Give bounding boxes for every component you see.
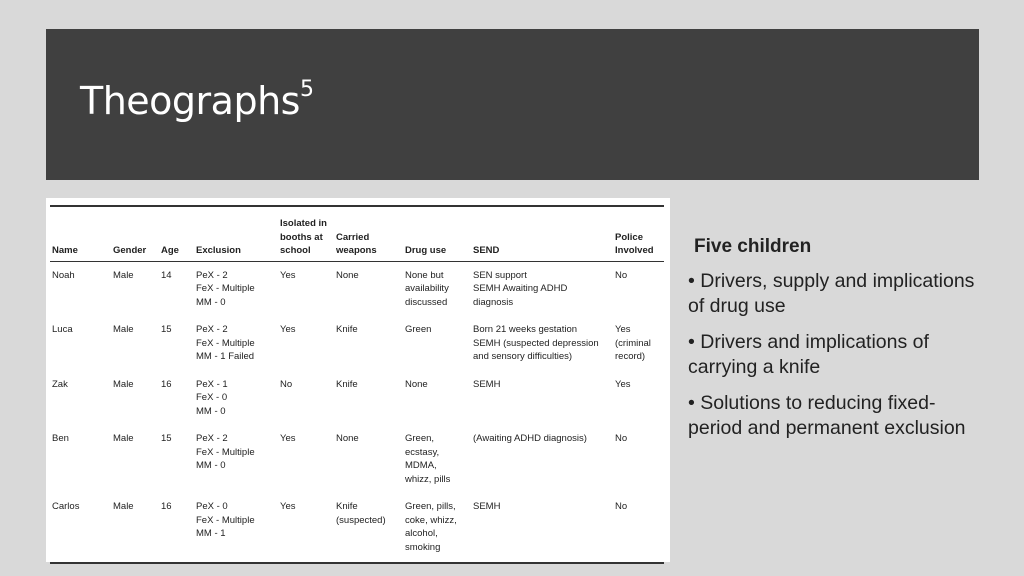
cell-line: record) [615, 351, 646, 362]
cell-line: (criminal [615, 337, 651, 349]
cell-isolated: Yes [280, 269, 296, 281]
cell-line: FeX - Multiple [196, 514, 255, 526]
cell-line: FeX - Multiple [196, 283, 255, 294]
slide-title [80, 79, 313, 123]
cell-send [471, 371, 613, 426]
cell-gender: Male [113, 378, 134, 390]
cell-send [471, 316, 613, 371]
cell-drugs [403, 316, 471, 371]
cell-line: and sensory difficulties) [473, 351, 573, 362]
column-header: Carried weapons [334, 206, 403, 261]
table-row [50, 425, 664, 493]
column-header: Isolated in booths at school [278, 206, 334, 261]
cell-line: MM - 1 [196, 528, 226, 539]
column-header: Name [50, 206, 111, 261]
cell-line: Green, [405, 433, 435, 444]
cell-weapons [334, 425, 403, 493]
cell-line: Green [405, 324, 432, 335]
column-header: Drug use [403, 206, 471, 261]
cell-line: diagnosis [473, 296, 514, 308]
table-row [50, 371, 664, 426]
cell-line: whizz, pills [405, 473, 451, 485]
cell-line: MM - 1 Failed [196, 351, 255, 362]
notes-bullet: • Solutions to reducing fixed-period and permanent exclusion [688, 392, 966, 439]
theograph-table-panel [46, 198, 670, 562]
cell-line: No [615, 501, 628, 512]
cell-line: SEMH Awaiting ADHD [473, 283, 568, 294]
cell-line: None [336, 433, 359, 444]
notes-heading: Five children [694, 236, 812, 257]
cell-exclusion [194, 425, 278, 493]
cell-line: MM - 0 [196, 405, 226, 417]
cell-age: 16 [159, 493, 194, 563]
cell-line: (Awaiting ADHD diagnosis) [473, 433, 587, 444]
cell-weapons [334, 493, 403, 563]
table-header-row [50, 206, 664, 261]
cell-isolated: Yes [278, 493, 334, 563]
cell-gender: Male [113, 433, 134, 444]
slide-title-text: Theographs [80, 79, 300, 123]
cell-line: PeX - 1 [196, 378, 228, 390]
cell-age: 15 [161, 324, 172, 335]
cell-exclusion [194, 316, 278, 371]
cell-line: MDMA, [405, 460, 437, 471]
cell-line: No [615, 433, 628, 444]
cell-gender: Male [113, 269, 134, 281]
cell-send [471, 425, 613, 493]
cell-police [613, 316, 664, 371]
column-header: Police Involved [613, 206, 664, 261]
cell-police [613, 493, 664, 563]
cell-line: Green, pills, [405, 501, 456, 512]
cell-drugs [403, 371, 471, 426]
cell-line: PeX - 2 [196, 324, 228, 335]
cell-line: Born 21 weeks gestation [473, 324, 578, 335]
title-footnote-ref: 5 [299, 77, 314, 103]
notes-panel [688, 234, 978, 452]
cell-isolated: No [280, 378, 293, 390]
cell-line: ecstasy, [405, 446, 440, 458]
table-body [50, 261, 664, 563]
cell-line: availability [405, 283, 449, 294]
cell-drugs [403, 261, 471, 316]
cell-line: Yes [615, 378, 631, 390]
cell-line: PeX - 0 [196, 501, 228, 512]
cell-isolated: Yes [280, 324, 296, 335]
cell-send [471, 261, 613, 316]
cell-line: smoking [405, 541, 441, 553]
cell-line: None [336, 269, 359, 281]
cell-name: Zak [52, 378, 68, 390]
cell-line: FeX - Multiple [196, 337, 255, 349]
cell-line: Knife [336, 378, 358, 390]
cell-line: SEMH (suspected depression [473, 337, 599, 349]
cell-drugs [403, 425, 471, 493]
cell-gender: Male [111, 493, 159, 563]
column-header: Gender [111, 206, 159, 261]
cell-weapons [334, 316, 403, 371]
cell-drugs [403, 493, 471, 563]
table-row [50, 316, 664, 371]
title-bar [46, 29, 979, 180]
cell-age: 14 [161, 269, 172, 281]
cell-line: (suspected) [336, 514, 386, 526]
cell-age: 16 [161, 378, 172, 390]
column-header: SEND [471, 206, 613, 261]
cell-line: Knife [336, 324, 358, 335]
cell-line: MM - 0 [196, 460, 226, 471]
cell-line: SEMH [473, 501, 501, 512]
cell-name: Carlos [50, 493, 111, 563]
table-row [50, 261, 664, 316]
notes-bullet: • Drivers, supply and implications of drug use [688, 270, 975, 317]
column-header: Age [159, 206, 194, 261]
cell-weapons [334, 371, 403, 426]
cell-send [471, 493, 613, 563]
cell-gender: Male [113, 324, 134, 335]
cell-line: PeX - 2 [196, 269, 228, 281]
cell-police [613, 261, 664, 316]
cell-line: No [615, 269, 628, 281]
cell-line: FeX - Multiple [196, 446, 255, 458]
column-header: Exclusion [194, 206, 278, 261]
cell-name: Noah [52, 269, 75, 281]
cell-line: FeX - 0 [196, 392, 228, 403]
cell-exclusion [194, 261, 278, 316]
cell-line: alcohol, [405, 528, 438, 539]
cell-line: SEMH [473, 378, 501, 390]
notes-bullet: • Drivers and implications of carrying a knife [688, 331, 929, 378]
table-row [50, 493, 664, 563]
cell-line: MM - 0 [196, 296, 226, 308]
cell-line: discussed [405, 296, 448, 308]
cell-line: coke, whizz, [405, 514, 457, 526]
cell-age: 15 [161, 433, 172, 444]
cell-weapons [334, 261, 403, 316]
cell-police [613, 371, 664, 426]
cell-line: Knife [336, 501, 358, 512]
cell-line: PeX - 2 [196, 433, 228, 444]
cell-exclusion [194, 493, 278, 563]
cell-exclusion [194, 371, 278, 426]
cell-line: Yes [615, 324, 631, 335]
cell-line: None [405, 378, 428, 390]
cell-police [613, 425, 664, 493]
cell-name: Ben [52, 433, 69, 444]
cell-line: None but [405, 269, 444, 281]
theograph-table [50, 205, 664, 564]
cell-line: SEN support [473, 269, 527, 281]
cell-isolated: Yes [280, 433, 296, 444]
cell-name: Luca [52, 324, 73, 335]
